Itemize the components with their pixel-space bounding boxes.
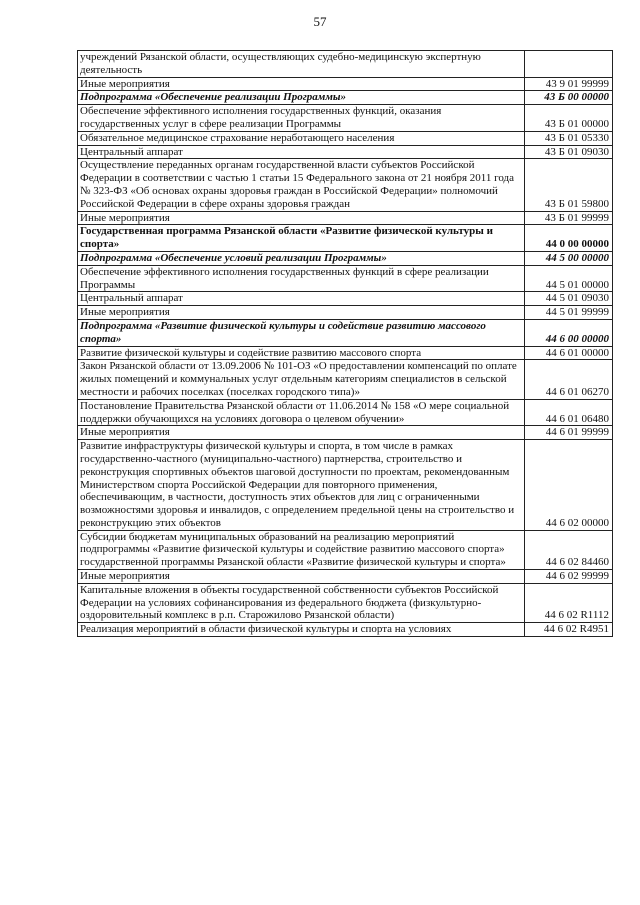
row-code: 44 6 02 99999 xyxy=(525,570,613,584)
row-code xyxy=(525,51,613,78)
table-row xyxy=(78,319,613,346)
row-code: 44 0 00 00000 xyxy=(525,225,613,252)
row-code: 44 6 02 84460 xyxy=(525,530,613,569)
row-code: 44 6 01 06270 xyxy=(525,360,613,399)
row-code: 44 6 01 00000 xyxy=(525,346,613,360)
row-code: 44 6 01 06480 xyxy=(525,399,613,426)
table-row xyxy=(78,77,613,91)
row-name: учреждений Рязанской области, осуществляющих судебно-медицинскую экспертную деятельность xyxy=(78,51,525,78)
row-code: 43 Б 01 99999 xyxy=(525,211,613,225)
table-row xyxy=(78,623,613,637)
row-code: 44 6 02 00000 xyxy=(525,440,613,531)
row-name: Иные мероприятия xyxy=(78,306,525,320)
table-row xyxy=(78,583,613,622)
table-row xyxy=(78,570,613,584)
table-row xyxy=(78,251,613,265)
row-name: Государственная программа Рязанской области «Развитие физической культуры и спорта» xyxy=(78,225,525,252)
row-name: Подпрограмма «Развитие физической культуры и содействие развитию массового спорта» xyxy=(78,319,525,346)
row-name: Реализация мероприятий в области физической культуры и спорта на условиях xyxy=(78,623,525,637)
row-code: 44 6 00 00000 xyxy=(525,319,613,346)
table-row xyxy=(78,159,613,211)
row-code: 43 Б 01 00000 xyxy=(525,105,613,132)
row-name: Капитальные вложения в объекты государственной собственности субъектов Российской Федерации на условиях софинансирования из федерального бюджета (физкультурно-оздоровительный комплекс в р.п. Старожилово Рязанской области) xyxy=(78,583,525,622)
table-row xyxy=(78,105,613,132)
row-code: 43 Б 00 00000 xyxy=(525,91,613,105)
row-name: Иные мероприятия xyxy=(78,570,525,584)
table-row xyxy=(78,145,613,159)
table-row xyxy=(78,131,613,145)
row-name: Центральный аппарат xyxy=(78,292,525,306)
row-code: 44 5 01 09030 xyxy=(525,292,613,306)
table-row xyxy=(78,426,613,440)
row-name: Иные мероприятия xyxy=(78,426,525,440)
row-code: 44 5 01 99999 xyxy=(525,306,613,320)
row-name: Подпрограмма «Обеспечение условий реализации Программы» xyxy=(78,251,525,265)
row-name: Закон Рязанской области от 13.09.2006 № 101-ОЗ «О предоставлении компенсаций по оплате жилых помещений и коммунальных услуг отдельным категориям специалистов в сельской местности и рабочих поселках (поселках городского типа)» xyxy=(78,360,525,399)
table-body xyxy=(78,51,613,637)
table-row xyxy=(78,306,613,320)
table-row xyxy=(78,360,613,399)
row-name: Развитие физической культуры и содействие развитию массового спорта xyxy=(78,346,525,360)
row-name: Обеспечение эффективного исполнения государственных функций в сфере реализации Программы xyxy=(78,265,525,292)
row-code: 43 Б 01 09030 xyxy=(525,145,613,159)
table-row xyxy=(78,440,613,531)
page-number: 57 xyxy=(313,14,327,29)
row-code: 44 5 00 00000 xyxy=(525,251,613,265)
row-name: Подпрограмма «Обеспечение реализации Программы» xyxy=(78,91,525,105)
table-row xyxy=(78,91,613,105)
row-code: 43 Б 01 59800 xyxy=(525,159,613,211)
row-name: Субсидии бюджетам муниципальных образований на реализацию мероприятий подпрограммы «Развитие физической культуры и содействие развитию массового спорта» государственной программы Рязанской области «Развитие физической культуры и спорта» xyxy=(78,530,525,569)
table-row xyxy=(78,211,613,225)
table-row xyxy=(78,51,613,78)
row-name: Иные мероприятия xyxy=(78,211,525,225)
row-name: Обязательное медицинское страхование неработающего населения xyxy=(78,131,525,145)
row-name: Иные мероприятия xyxy=(78,77,525,91)
row-code: 43 9 01 99999 xyxy=(525,77,613,91)
table-row xyxy=(78,225,613,252)
row-name: Обеспечение эффективного исполнения государственных функций, оказания государственных услуг в сфере реализации Программы xyxy=(78,105,525,132)
budget-classification-table xyxy=(77,50,613,637)
table-row xyxy=(78,346,613,360)
row-name: Развитие инфраструктуры физической культуры и спорта, в том числе в рамках государственно-частного (муниципально-частного) партнерства, строительство и реконструкция спортивных объектов шаговой доступности по проектам, рекомендованным Министерством спорта Российской Федерации для повторного применения, обеспечивающим, в частности, доступность этих объектов для лиц с ограниченными возможностями здоровья и инвалидов, с определением предельной цены на строительство и реконструкцию этих объектов xyxy=(78,440,525,531)
table-row xyxy=(78,530,613,569)
table-row xyxy=(78,399,613,426)
row-name: Постановление Правительства Рязанской области от 11.06.2014 № 158 «О мере социальной поддержки обучающихся на условиях договора о целевом обучении» xyxy=(78,399,525,426)
row-code: 44 6 02 R4951 xyxy=(525,623,613,637)
table-row xyxy=(78,265,613,292)
table-row xyxy=(78,292,613,306)
row-code: 44 5 01 00000 xyxy=(525,265,613,292)
row-name: Центральный аппарат xyxy=(78,145,525,159)
row-code: 44 6 02 R1112 xyxy=(525,583,613,622)
row-code: 44 6 01 99999 xyxy=(525,426,613,440)
row-name: Осуществление переданных органам государственной власти субъектов Российской Федерации в соответствии с частью 1 статьи 15 Федерального закона от 21 ноября 2011 года № 323-ФЗ «Об основах охраны здоровья граждан в Российской Федерации» полномочий Российской Федерации в сфере охраны здоровья граждан xyxy=(78,159,525,211)
row-code: 43 Б 01 05330 xyxy=(525,131,613,145)
